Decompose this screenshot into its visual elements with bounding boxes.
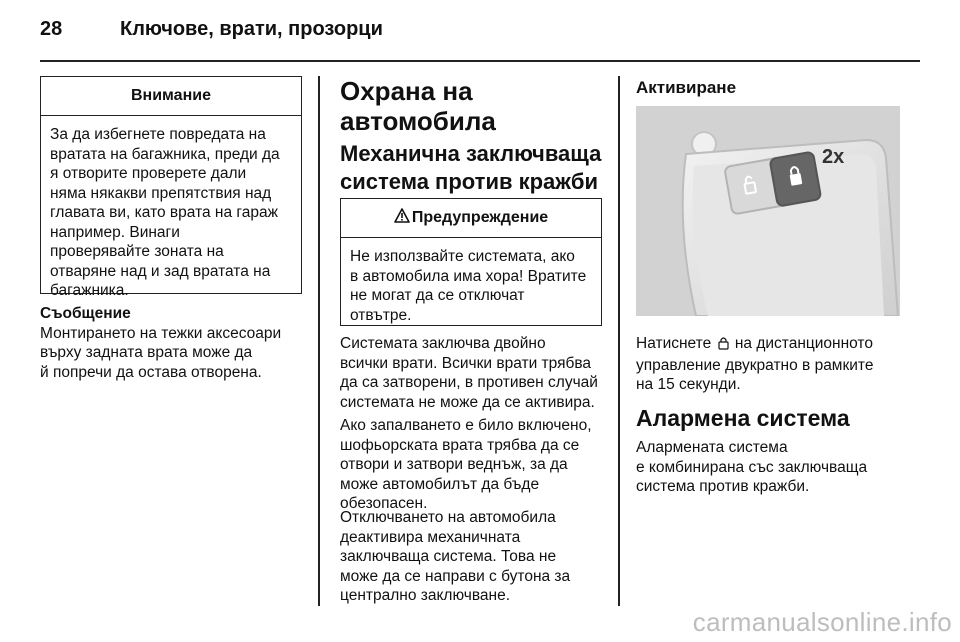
paragraph-line: може да се направи с бутона за (340, 567, 571, 585)
paragraph-line: отвори и затвори веднъж, за да (340, 456, 568, 473)
activation-line: на 15 секунди. (636, 376, 741, 393)
warning-line: не могат да се отключат (350, 287, 525, 304)
subsection-heading-line: система против кражби (340, 169, 598, 194)
alarm-paragraph (636, 438, 916, 497)
paragraph-line: Отключването на автомобила (340, 509, 556, 526)
caution-line: я отворите проверете дали (50, 165, 247, 182)
caution-line: проверявайте зоната на (50, 243, 224, 260)
warning-line: отвътре. (350, 306, 412, 324)
key-fob-illustration (636, 106, 900, 316)
caution-line: няма някакви препятствия над (50, 184, 272, 202)
paragraph-line: деактивира механичната (340, 528, 521, 546)
page-number: 28 (40, 18, 63, 40)
warning-title: Предупреждение (411, 209, 549, 226)
activation-line-first (636, 334, 916, 356)
paragraph-ignition (340, 416, 615, 514)
alarm-line: система против кражби. (636, 478, 810, 495)
notice-line: върху задната врата може да (40, 344, 253, 361)
warning-text (341, 238, 601, 333)
subsection-heading-line: Механична заключваща (340, 141, 602, 166)
caution-text (41, 116, 301, 309)
warning-triangle-icon (394, 208, 410, 228)
watermark: carmanualsonline.info (692, 607, 952, 637)
caution-line: главата ви, като врата на гараж (50, 204, 278, 221)
caution-line: багажника. (50, 282, 129, 299)
activation-line: управление двукратно в рамките (636, 356, 874, 374)
activation-instructions (636, 334, 916, 395)
alarm-heading: Алармена система (636, 405, 850, 431)
paragraph-unlock (340, 508, 615, 606)
caution-line: вратата на багажника, преди да (50, 145, 280, 163)
warning-line: в автомобила има хора! Вратите (350, 267, 587, 285)
alarm-line: е комбинирана със заключваща (636, 458, 868, 476)
notice-block (40, 304, 310, 382)
paragraph-line: всички врати. Всички врати трябва (340, 354, 592, 372)
paragraph-line: системата не може да се активира. (340, 393, 595, 411)
activation-prefix: Натиснете (636, 335, 712, 352)
activation-suffix: на дистанционното (734, 335, 873, 352)
paragraph-line: централно заключване. (340, 587, 511, 604)
warning-line: Не използвайте системата, ако (350, 248, 575, 265)
section-heading (340, 76, 610, 136)
key-fob-drawing (636, 106, 900, 316)
paragraph-line: може автомобилът да бъде (340, 475, 540, 493)
paragraph-line: Ако запалването е било включено, (340, 417, 592, 434)
paragraph-line: Системата заключва двойно (340, 335, 546, 352)
header-divider (40, 60, 920, 62)
caution-title: Внимание (41, 77, 301, 116)
alarm-line: Алармената система (636, 439, 788, 456)
warning-header (341, 199, 601, 238)
notice-line: й попречи да остава отворена. (40, 363, 262, 381)
caution-line: отваряне над и зад вратата на (50, 262, 271, 280)
paragraph-line: шофьорската врата трябва да се (340, 436, 580, 454)
section-title: Ключове, врати, прозорци (120, 18, 383, 40)
paragraph-double-lock (340, 334, 615, 412)
press-twice-label: 2x (822, 146, 845, 168)
page-header (40, 18, 920, 44)
section-heading-line: автомобила (340, 106, 496, 136)
caution-line: За да избегнете повредата на (50, 126, 266, 143)
lock-icon (718, 336, 729, 356)
column-divider-1 (318, 76, 320, 606)
paragraph-line: заключваща система. Това не (340, 548, 557, 565)
column-divider-2 (618, 76, 620, 606)
caution-box (40, 76, 302, 299)
subsection-heading (340, 140, 615, 196)
section-heading-line: Охрана на (340, 76, 473, 106)
paragraph-line: обезопасен. (340, 495, 428, 512)
paragraph-line: да са затворени, в противен случай (340, 374, 598, 391)
warning-box (340, 198, 602, 326)
notice-line: Монтирането на тежки аксесоари (40, 324, 282, 342)
activation-heading: Активиране (636, 78, 737, 97)
notice-title: Съобщение (40, 305, 131, 322)
caution-line: например. Винаги (50, 223, 180, 241)
